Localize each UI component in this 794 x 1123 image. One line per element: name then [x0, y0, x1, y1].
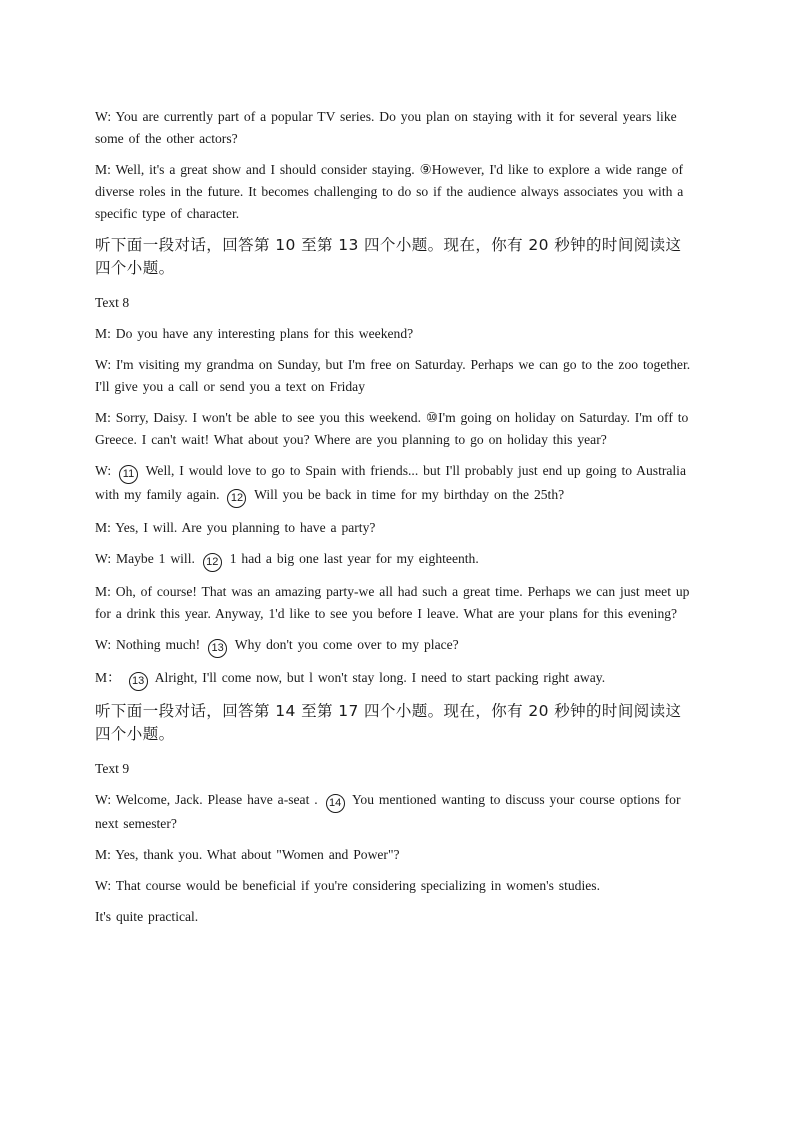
- dialogue-text: W:: [95, 463, 117, 478]
- dialogue-line: [95, 548, 695, 572]
- dialogue-line: [95, 106, 695, 150]
- dialogue-text: M：: [95, 670, 126, 685]
- dialogue-text: It's quite practical.: [95, 909, 199, 924]
- dialogue-line: [95, 844, 695, 866]
- dialogue-text: W: You are currently part of a popular TV series. Do you plan on staying with it for several years like some of the other actors?: [95, 109, 677, 146]
- dialogue-text: W: Nothing much!: [95, 637, 206, 652]
- document-page: [95, 106, 695, 937]
- dialogue-text: M: Well, it's a great show and I should consider staying.: [95, 162, 420, 177]
- dialogue-text: W: Maybe 1 will.: [95, 551, 200, 566]
- question-number-marker: 14: [326, 794, 345, 813]
- dialogue-text: Alright, I'll come now, but l won't stay long. I need to start packing right away.: [150, 670, 606, 685]
- question-number-marker: 12: [203, 553, 222, 572]
- dialogue-line: [95, 323, 695, 345]
- dialogue-line: [95, 517, 695, 539]
- dialogue-text: Why don't you come over to my place?: [230, 637, 459, 652]
- dialogue-text: W: Welcome, Jack. Please have a-seat .: [95, 792, 323, 807]
- question-marker: ⑩: [425, 410, 439, 425]
- dialogue-text: You mentioned wanting to discuss your course options for next semester?: [95, 792, 681, 831]
- dialogue-text: Will you be back in time for my birthday on the 25th?: [249, 487, 565, 502]
- dialogue-text: M: Sorry, Daisy. I won't be able to see you this weekend.: [95, 410, 426, 425]
- dialogue-text: 1 had a big one last year for my eighteenth.: [224, 551, 479, 566]
- section-instruction: 听下面一段对话，回答第 14 至第 17 四个小题。现在，你有 20 秒钟的时间阅读这四个小题。: [95, 702, 682, 743]
- dialogue-line: [95, 667, 695, 691]
- dialogue-text: ⑨: [419, 162, 432, 177]
- dialogue-line: [95, 789, 695, 835]
- dialogue-line: [95, 354, 695, 398]
- question-number-marker: 11: [119, 465, 138, 484]
- dialogue-text: M: Oh, of course! That was an amazing party-we all had such a great time. Perhaps we can just meet up for a drink this year. Anyway, 1'd like to see you before I leave. What are your plans for this evening?: [95, 584, 690, 621]
- dialogue-line: [95, 581, 695, 625]
- dialogue-line: [95, 906, 695, 928]
- dialogue-line: [95, 407, 695, 451]
- dialogue-text: M: Yes, I will. Are you planning to have a party?: [95, 520, 376, 535]
- question-number-marker: 13: [129, 672, 148, 691]
- dialogue-text: M: Yes, thank you. What about "Women and Power"?: [95, 847, 400, 862]
- text-label: Text 8: [95, 295, 130, 310]
- question-number-marker: 12: [227, 489, 246, 508]
- dialogue-text: W: That course would be beneficial if you're considering specializing in women's studies.: [95, 878, 600, 893]
- section-instruction: 听下面一段对话，回答第 10 至第 13 四个小题。现在，你有 20 秒钟的时间阅读这四个小题。: [95, 236, 682, 277]
- dialogue-text: Well, I would love to go to Spain with friends... but I'll probably just end up going to Australia with my family again.: [95, 463, 686, 502]
- dialogue-line: [95, 159, 695, 225]
- question-number-marker: 13: [208, 639, 227, 658]
- text-label: Text 9: [95, 761, 130, 776]
- dialogue-text: I'm going on holiday on Saturday. I'm off to Greece. I can't wait! What about you? Where are you planning to go on holiday this year?: [95, 410, 689, 447]
- dialogue-text: W: I'm visiting my grandma on Sunday, but I'm free on Saturday. Perhaps we can go to the zoo together. I'll give you a call or send you a text on Friday: [95, 357, 691, 394]
- dialogue-text: M: Do you have any interesting plans for this weekend?: [95, 326, 414, 341]
- dialogue-line: [95, 634, 695, 658]
- dialogue-text: However, I'd like to explore a wide range of diverse roles in the future. It becomes challenging to do so if the audience always associates you with a specific type of character.: [95, 162, 684, 221]
- dialogue-line: [95, 460, 695, 508]
- dialogue-line: [95, 875, 695, 897]
